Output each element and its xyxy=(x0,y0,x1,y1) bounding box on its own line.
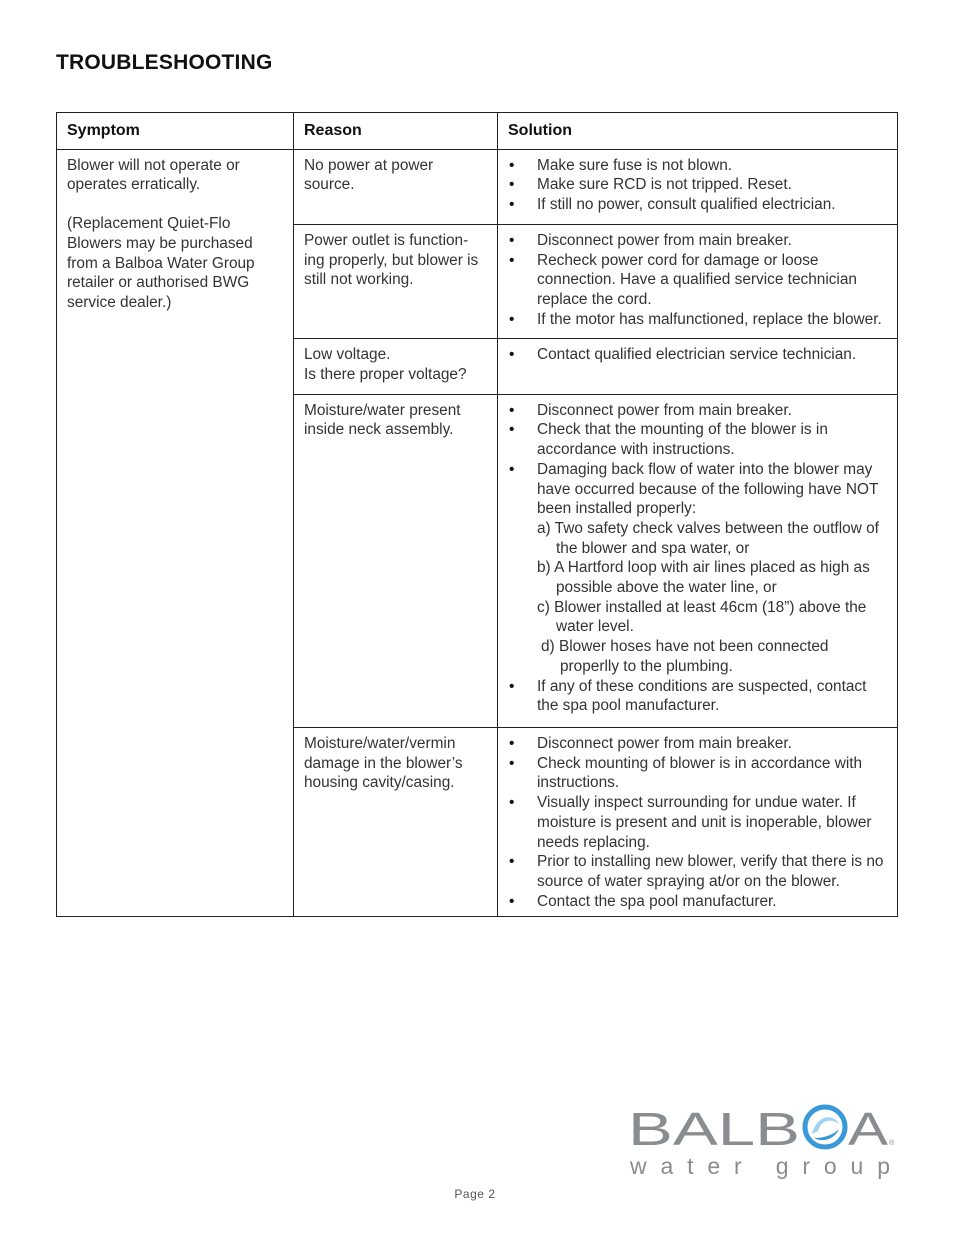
solution-item-text: Damaging back flow of water into the blower may have occurred because of the following have NOT been installed properly: xyxy=(537,460,879,518)
balboa-logo xyxy=(628,1104,898,1180)
column-header-symptom: Symptom xyxy=(57,113,294,150)
solution-cell xyxy=(498,339,898,394)
solution-item: • If still no power, consult qualified electrician. xyxy=(508,195,887,215)
solution-sub-list xyxy=(537,519,887,677)
symptom-cell xyxy=(57,149,294,917)
page-title: TROUBLESHOOTING xyxy=(56,51,273,74)
solution-item: • Check that the mounting of the blower is in accordance with instructions. xyxy=(508,420,887,459)
solution-item: • If the motor has malfunctioned, replace the blower. xyxy=(508,310,887,330)
reason-cell: Moisture/water present inside neck assembly. xyxy=(294,394,498,727)
table-header-row xyxy=(57,113,898,150)
solution-sub-item: b) A Hartford loop with air lines placed as high as possible above the water line, or xyxy=(537,559,870,597)
page-label: Page xyxy=(454,1187,485,1201)
page-number-value: 2 xyxy=(488,1187,496,1201)
solution-item: • If any of these conditions are suspected, contact the spa pool manufacturer. xyxy=(508,677,887,716)
solution-item: • Make sure RCD is not tripped. Reset. xyxy=(508,175,887,195)
solution-item: • Contact qualified electrician service technician. xyxy=(508,345,887,365)
solution-item: • Contact the spa pool manufacturer. xyxy=(508,892,887,912)
symptom-note: (Replacement Quiet-Flo Blowers may be purchased from a Balboa Water Group retailer or authorised BWG service dealer.) xyxy=(67,215,255,311)
solution-item: • Check mounting of blower is in accordance with instructions. xyxy=(508,754,887,793)
solution-cell xyxy=(498,149,898,224)
logo-wordmark-left: BALB xyxy=(628,1104,800,1155)
solution-sub-item: a) Two safety check valves between the outflow of the blower and spa water, or xyxy=(537,519,879,557)
solution-cell xyxy=(498,394,898,727)
reason-cell xyxy=(294,339,498,394)
reason-line: Low voltage. xyxy=(304,346,391,364)
logo-wordmark-right: A xyxy=(848,1104,889,1155)
column-header-reason: Reason xyxy=(294,113,498,150)
solution-sub-item: c) Blower installed at least 46cm (18”) above the water level. xyxy=(537,598,867,636)
reason-cell: No power at power source. xyxy=(294,149,498,224)
solution-item: • Prior to installing new blower, verify that there is no source of water spraying at/or on the blower. xyxy=(508,852,887,891)
solution-item: • Disconnect power from main breaker. xyxy=(508,734,887,754)
logo-subtitle: water group xyxy=(630,1153,890,1179)
solution-item: • Visually inspect surrounding for undue water. If moisture is present and unit is inoperable, blower needs replacing. xyxy=(508,793,887,852)
table-row xyxy=(57,149,898,224)
trademark-symbol: ® xyxy=(889,1140,895,1147)
reason-cell: Power outlet is function-ing properly, but blower is still not working. xyxy=(294,224,498,339)
troubleshooting-table xyxy=(56,112,898,917)
solution-cell xyxy=(498,727,898,916)
solution-sub-item: d) Blower hoses have not been connected properlly to the plumbing. xyxy=(541,638,829,675)
water-drop-swirl-icon xyxy=(805,1107,845,1147)
solution-item: • Disconnect power from main breaker. xyxy=(508,231,887,251)
solution-item: • Disconnect power from main breaker. xyxy=(508,401,887,421)
page-number xyxy=(0,1187,954,1201)
column-header-solution: Solution xyxy=(498,113,898,150)
reason-line: Is there proper voltage? xyxy=(304,366,467,384)
reason-cell: Moisture/water/vermin damage in the blower’s housing cavity/casing. xyxy=(294,727,498,916)
solution-item: • Make sure fuse is not blown. xyxy=(508,156,887,176)
solution-cell xyxy=(498,224,898,339)
solution-item: • Recheck power cord for damage or loose connection. Have a qualified service technician replace the cord. xyxy=(508,251,887,310)
symptom-text: Blower will not operate or operates erratically. xyxy=(67,156,240,194)
solution-item xyxy=(508,460,887,677)
